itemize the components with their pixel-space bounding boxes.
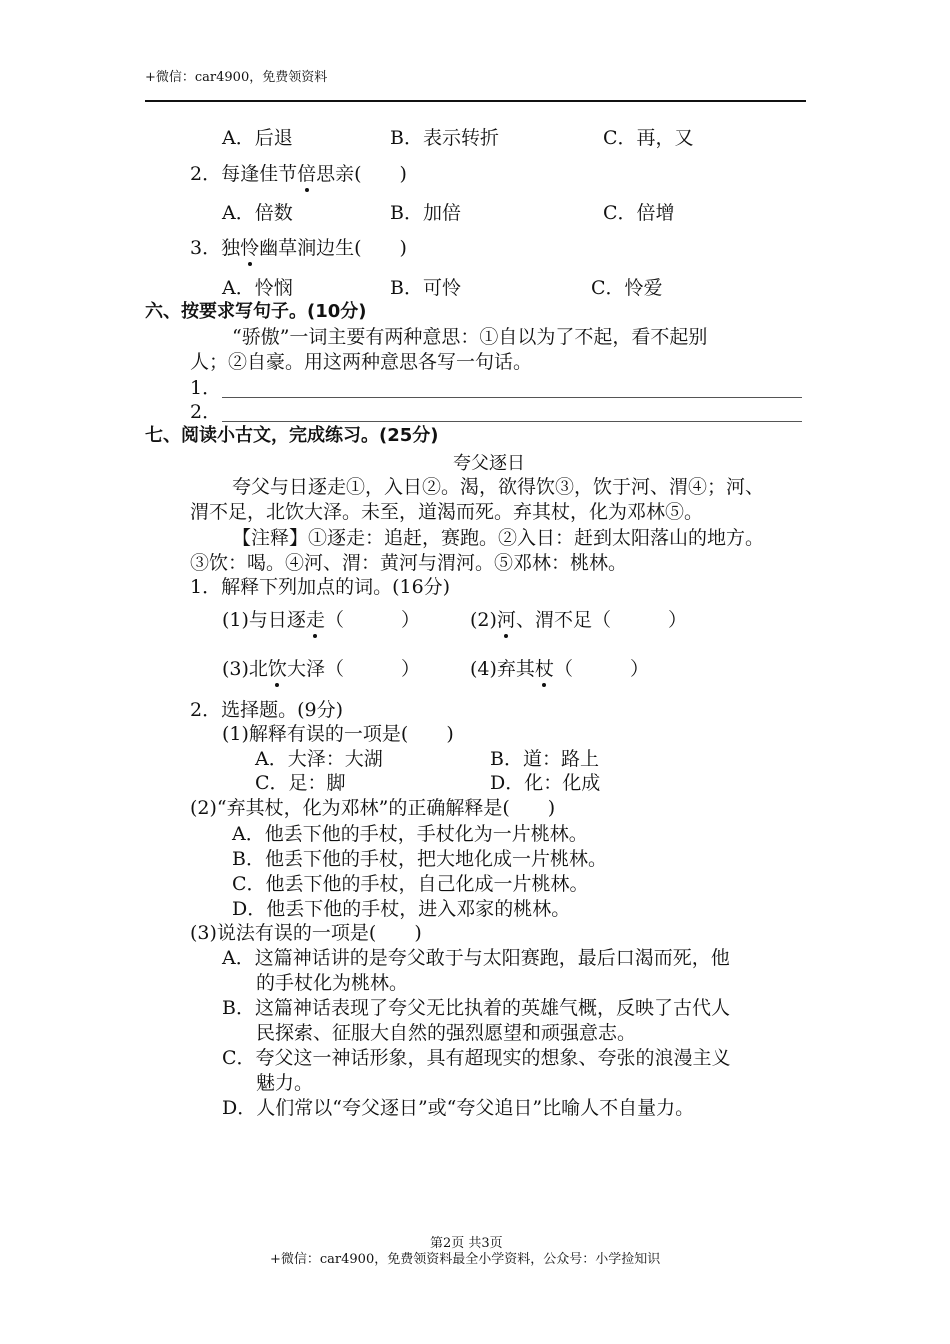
q3-text-post: 幽草涧边生( ) — [259, 237, 407, 259]
q1-item-3-dotted-char: 饮 — [267, 658, 287, 680]
header-watermark-text: +微信：car4900，免费领资料 — [145, 70, 328, 85]
q1-item-4-post: （ ） — [553, 658, 649, 680]
q2-2-option-c: C．他丢下他的手杖，自己化成一片桃林。 — [232, 873, 589, 895]
page-number: 第2页 共3页 — [430, 1236, 503, 1251]
q1-option-a: A．后退 — [222, 127, 293, 149]
section-7-heading: 七、阅读小古文，完成练习。(25分) — [145, 425, 439, 446]
q2-3-option-b-line-1: B．这篇神话表现了夸父无比执着的英雄气概，反映了古代人 — [222, 997, 730, 1019]
section-7-q1: 1．解释下列加点的词。(16分) — [190, 576, 451, 598]
header-divider — [145, 100, 806, 102]
q1-item-2 — [470, 608, 687, 632]
q1-item-1-post: （ ） — [324, 609, 420, 631]
q1-item-3 — [222, 657, 420, 681]
answer-line-1-label: 1． — [190, 377, 222, 399]
q2-3-option-b-line-2: 民探索、征服大自然的强烈愿望和顽强意志。 — [256, 1022, 637, 1044]
q2-1-option-d: D．化：化成 — [490, 772, 601, 794]
q2-1-option-b: B．道：路上 — [490, 748, 599, 770]
q5-question-2 — [190, 162, 407, 186]
passage-line-2: 渭不足，北饮大泽。未至，道渴而死。弃其杖，化为邓林⑤。 — [190, 501, 704, 523]
section-6-heading: 六、按要求写句子。(10分) — [145, 301, 367, 322]
footer-watermark-text: +微信：car4900，免费领资料最全小学资料，公众号：小学捡知识 — [270, 1252, 661, 1267]
q3-option-a: A．怜悯 — [222, 277, 293, 299]
passage-title: 夸父逐日 — [453, 453, 525, 474]
q2-2-option-b: B．他丢下他的手杖，把大地化成一片桃林。 — [232, 848, 607, 870]
q2-dotted-char: 倍 — [297, 163, 317, 185]
q1-item-2-dotted-char: 河 — [496, 609, 516, 631]
q1-item-1-pre: (1)与日逐 — [222, 609, 306, 631]
passage-line-1: 夸父与日逐走①，入日②。渴，欲得饮③，饮于河、渭④；河、 — [232, 476, 765, 498]
q2-3-option-d: D．人们常以“夸父逐日”或“夸父追日”比喻人不自量力。 — [222, 1097, 695, 1119]
notes-line-1: 【注释】①逐走：追赶，赛跑。②入日：赶到太阳落山的地方。 — [232, 527, 765, 549]
q5-question-3 — [190, 236, 407, 260]
q2-3-option-a-line-1: A．这篇神话讲的是夸父敢于与太阳赛跑，最后口渴而死，他 — [222, 947, 730, 969]
q3-dotted-char: 怜 — [240, 237, 260, 259]
q2-option-c: C．倍增 — [603, 202, 675, 224]
q1-item-4 — [470, 657, 649, 681]
q1-item-1-dotted-char: 走 — [305, 609, 325, 631]
answer-line-2[interactable] — [222, 421, 802, 422]
answer-line-2-label: 2． — [190, 401, 222, 423]
q2-text-post: 思亲( ) — [316, 163, 407, 185]
q2-3-option-a-line-2: 的手杖化为桃林。 — [256, 972, 409, 994]
q2-2-option-a: A．他丢下他的手杖，手杖化为一片桃林。 — [232, 823, 588, 845]
q2-3-stem: (3)说法有误的一项是( ) — [190, 922, 422, 944]
q3-option-c: C．怜爱 — [591, 277, 663, 299]
q1-item-1 — [222, 608, 420, 632]
q2-1-option-c: C．足：脚 — [255, 772, 346, 794]
q1-item-4-pre: (4)弃其 — [470, 658, 535, 680]
q2-option-a: A．倍数 — [222, 202, 293, 224]
q1-item-3-pre: (3)北 — [222, 658, 268, 680]
q3-text-pre: 3．独 — [190, 237, 241, 259]
q2-3-option-c-line-2: 魅力。 — [256, 1072, 314, 1094]
q2-1-option-a: A．大泽：大湖 — [255, 748, 383, 770]
q1-item-2-pre: (2) — [470, 609, 497, 631]
section-6-line-1: “骄傲”一词主要有两种意思：①自以为了不起，看不起别 — [232, 326, 708, 348]
q2-2-option-d: D．他丢下他的手杖，进入邓家的桃林。 — [232, 898, 571, 920]
q2-3-option-c-line-1: C．夸父这一神话形象，具有超现实的想象、夸张的浪漫主义 — [222, 1047, 731, 1069]
q2-option-b: B．加倍 — [390, 202, 461, 224]
section-6-line-2: 人；②自豪。用这两种意思各写一句话。 — [190, 351, 533, 373]
q1-item-3-post: 大泽（ ） — [286, 658, 420, 680]
q3-option-b: B．可怜 — [390, 277, 461, 299]
q2-1-stem: (1)解释有误的一项是( ) — [222, 723, 454, 745]
notes-line-2: ③饮：喝。④河、渭：黄河与渭河。⑤邓林：桃林。 — [190, 552, 628, 574]
section-7-q2: 2．选择题。(9分) — [190, 699, 344, 721]
q2-text-pre: 2．每逢佳节 — [190, 163, 298, 185]
q1-option-c: C．再，又 — [603, 127, 694, 149]
q2-2-stem: (2)“弃其杖，化为邓林”的正确解释是( ) — [190, 797, 556, 819]
q1-option-b: B．表示转折 — [390, 127, 499, 149]
q1-item-4-dotted-char: 杖 — [534, 658, 554, 680]
q1-item-2-post: 、渭不足（ ） — [515, 609, 687, 631]
answer-line-1[interactable] — [222, 397, 802, 398]
